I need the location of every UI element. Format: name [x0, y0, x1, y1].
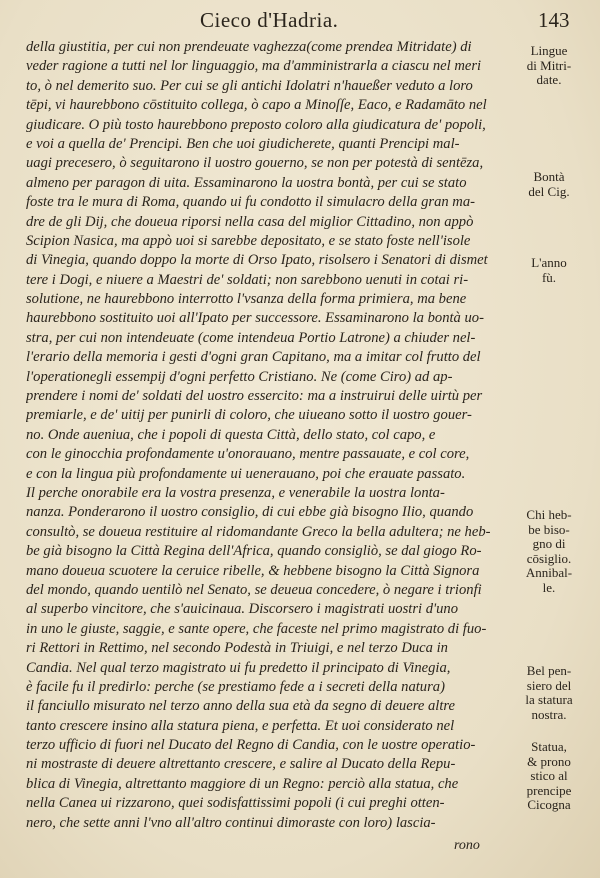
- margin-note-line: Statua,: [531, 739, 567, 754]
- text-line: è facile fu il predirlo: perche (se prestiamo fede a i secreti della natura): [26, 678, 445, 695]
- margin-note-line: gno di: [532, 536, 566, 551]
- text-line: stra, per cui non intendeuate (come intendeua Portio Latrone) a chiuder nel-: [26, 329, 476, 346]
- margin-note-line: Lingue: [530, 43, 568, 58]
- margin-note-line: Cicogna: [527, 797, 571, 812]
- margin-note-line: Bel pen-: [526, 663, 572, 678]
- margin-note: [503, 740, 595, 813]
- text-line: Il perche onorabile era la vostra presenza, e venerabile la uostra lonta-: [26, 484, 445, 501]
- margin-note-line: date.: [536, 72, 562, 87]
- text-line: almeno per paragon di uita. Essaminarono la uostra bontà, per cui se stato: [26, 174, 467, 191]
- margin-note-line: Bontà: [533, 169, 565, 184]
- margin-note-line: cōsiglio.: [526, 550, 572, 566]
- text-line: terzo ufficio di fuori nel Ducato del Regno di Candia, con le uostre operatio-: [26, 737, 476, 754]
- margin-note-line: L'anno: [531, 255, 567, 270]
- text-line: prendere i nomi de' soldati del uostro essercito: ma a instruirui delle uirtù per: [26, 388, 483, 405]
- margin-note-line: & prono: [527, 753, 571, 769]
- text-line: uagi precesero, ò seguitarono il uostro gouerno, se non per potestà di sentēza,: [26, 155, 484, 172]
- margin-note-line: la statura: [525, 692, 573, 707]
- text-line: dre de gli Dij, che doueua riporsi nella casa del miglior Cittadino, non appò: [26, 213, 474, 230]
- page-number: 143: [538, 8, 570, 32]
- margin-note: [503, 44, 595, 88]
- text-line: premiarle, e de' uitij per punirli di coloro, che uiueano sotto il uostro gouer-: [26, 407, 472, 424]
- margin-note-line: prencipe: [526, 782, 572, 798]
- catchword: rono: [454, 838, 480, 853]
- text-line: haurebbono sostituito uoi all'Ipato per successore. Essaminarono la bontà uo-: [26, 310, 484, 327]
- text-line: blica di Vinegia, altrettanto maggiore di un Regno: perciò alla statua, che: [26, 775, 459, 792]
- page-header: [0, 6, 600, 36]
- text-line: Scipion Nasica, ma appò uoi si sarebbe depositato, e se stato foste nell'isole: [26, 232, 471, 249]
- text-line: e con la lingua più profondamente ui uenerauano, poi che erauate passato.: [26, 465, 466, 482]
- main-text-block: [26, 38, 504, 833]
- text-line: con le ginocchia profondamente u'onorauano, mentre passauate, e col core,: [26, 446, 470, 463]
- margin-note-line: le.: [542, 579, 556, 595]
- margin-note-line: Chi heb-: [526, 507, 572, 522]
- text-line: l'operationegli essempij d'ogni perfetto Cristiano. Ne (come Ciro) ad ap-: [26, 368, 453, 385]
- text-line: consultò, se doueua restituire al ridomandante Greco la bella adultera; ne heb-: [26, 523, 491, 540]
- margin-note: [503, 170, 595, 199]
- text-line: il fanciullo misurato nel terzo anno della sua età da segno di deuere altre: [26, 698, 455, 715]
- margin-note-line: Annibal-: [525, 565, 573, 580]
- text-line: giudicare. O più tosto haurebbono preposto coloro alla giudicatura de' popoli,: [26, 116, 486, 133]
- text-line: no. Onde aueniua, che i popoli di questa Città, dello stato, col capo, e: [26, 426, 436, 443]
- text-line: Candia. Nel qual terzo magistrato ui fu predetto il principato di Vinegia,: [26, 659, 451, 676]
- margin-note-line: di Mitri-: [526, 57, 572, 73]
- text-line: nella Canea ui rizzarono, quei sodisfattissimi popoli (i cui preghi otten-: [26, 795, 445, 812]
- text-line: tanto crescere insino alla statura piena, e perfetta. Et uoi considerato nel: [26, 717, 455, 734]
- margin-note: [503, 508, 595, 595]
- text-line: ri Rettori in Rettimo, nel secondo Podestà in Triuigi, e nel terzo Duca in: [26, 640, 448, 657]
- margin-note-line: nostra.: [531, 706, 567, 722]
- margin-note: [503, 256, 595, 285]
- text-line: tēpi, vi haurebbono cōstituito collega, ò capo a Minoſſe, Eaco, e Radamāto nel: [26, 97, 487, 114]
- margin-note-line: fù.: [541, 269, 557, 285]
- margin-note-line: del Cig.: [528, 183, 570, 199]
- margin-note-line: stico al: [530, 768, 568, 783]
- text-line: mano doueua scuotere la ceruice ribelle, & hebbene bisogno la Città Signora: [26, 562, 480, 579]
- text-line: veder ragione a tutti nel lor linguaggio, ma d'amministrarla a ciascu nel meri: [26, 58, 482, 75]
- text-line: to, ò nel demerito suo. Per cui se gli antichi Idolatri n'haueßer veduto a loro: [26, 77, 473, 94]
- text-line: ni mostraste di deuere altrettanto crescere, e salire al Ducato della Repu-: [26, 756, 456, 773]
- text-line: foste tra le mura di Roma, quando ui fu condotto il simulacro della gran ma-: [26, 194, 476, 211]
- text-line: tere i Dogi, e niuere a Maestri de' soldati; non sarebbono uenuti in cotai ri-: [26, 271, 469, 288]
- margin-note: [503, 664, 595, 722]
- text-line: l'erario della memoria i gesti d'ogni gran Capitano, ma a imitar col frutto del: [26, 349, 481, 366]
- text-line: nero, che sette anni l'vno all'altro continui dimoraste con loro) lascia-: [26, 814, 436, 831]
- running-title: Cieco d'Hadria.: [200, 8, 339, 32]
- margin-note-line: be biso-: [528, 521, 570, 537]
- text-line: in uno le giuste, saggie, e sante opere, che faceste nel primo magistrato di fuo-: [26, 620, 487, 637]
- margin-note-line: siero del: [526, 677, 572, 693]
- text-line: di Vinegia, quando doppo la morte di Orso Ipato, risolsero i Senatori di dismet: [26, 252, 488, 269]
- text-line: della giustitia, per cui non prendeuate vaghezza(come prendea Mitridate) di: [26, 39, 472, 55]
- text-line: nanza. Ponderarono il uostro consiglio, di cui ebbe già bisogno Ilio, quando: [26, 504, 474, 521]
- text-line: del mondo, quando uentilò nel Senato, se deueua concedere, ò negare i trionfi: [26, 581, 482, 598]
- text-line: al superbo vincitore, che s'auicinaua. Discorsero i magistrati uostri d'uno: [26, 601, 459, 618]
- text-line: e voi a quella de' Prencipi. Ben che uoi giudicherete, quanti Prencipi mal-: [26, 135, 460, 152]
- text-line: solutione, ne haurebbono interrotto l'vsanza della forma primiera, ma bene: [26, 291, 467, 308]
- text-line: be già bisogno la Città Regina dell'Africa, quando consigliò, se dal giogo Ro-: [26, 543, 482, 560]
